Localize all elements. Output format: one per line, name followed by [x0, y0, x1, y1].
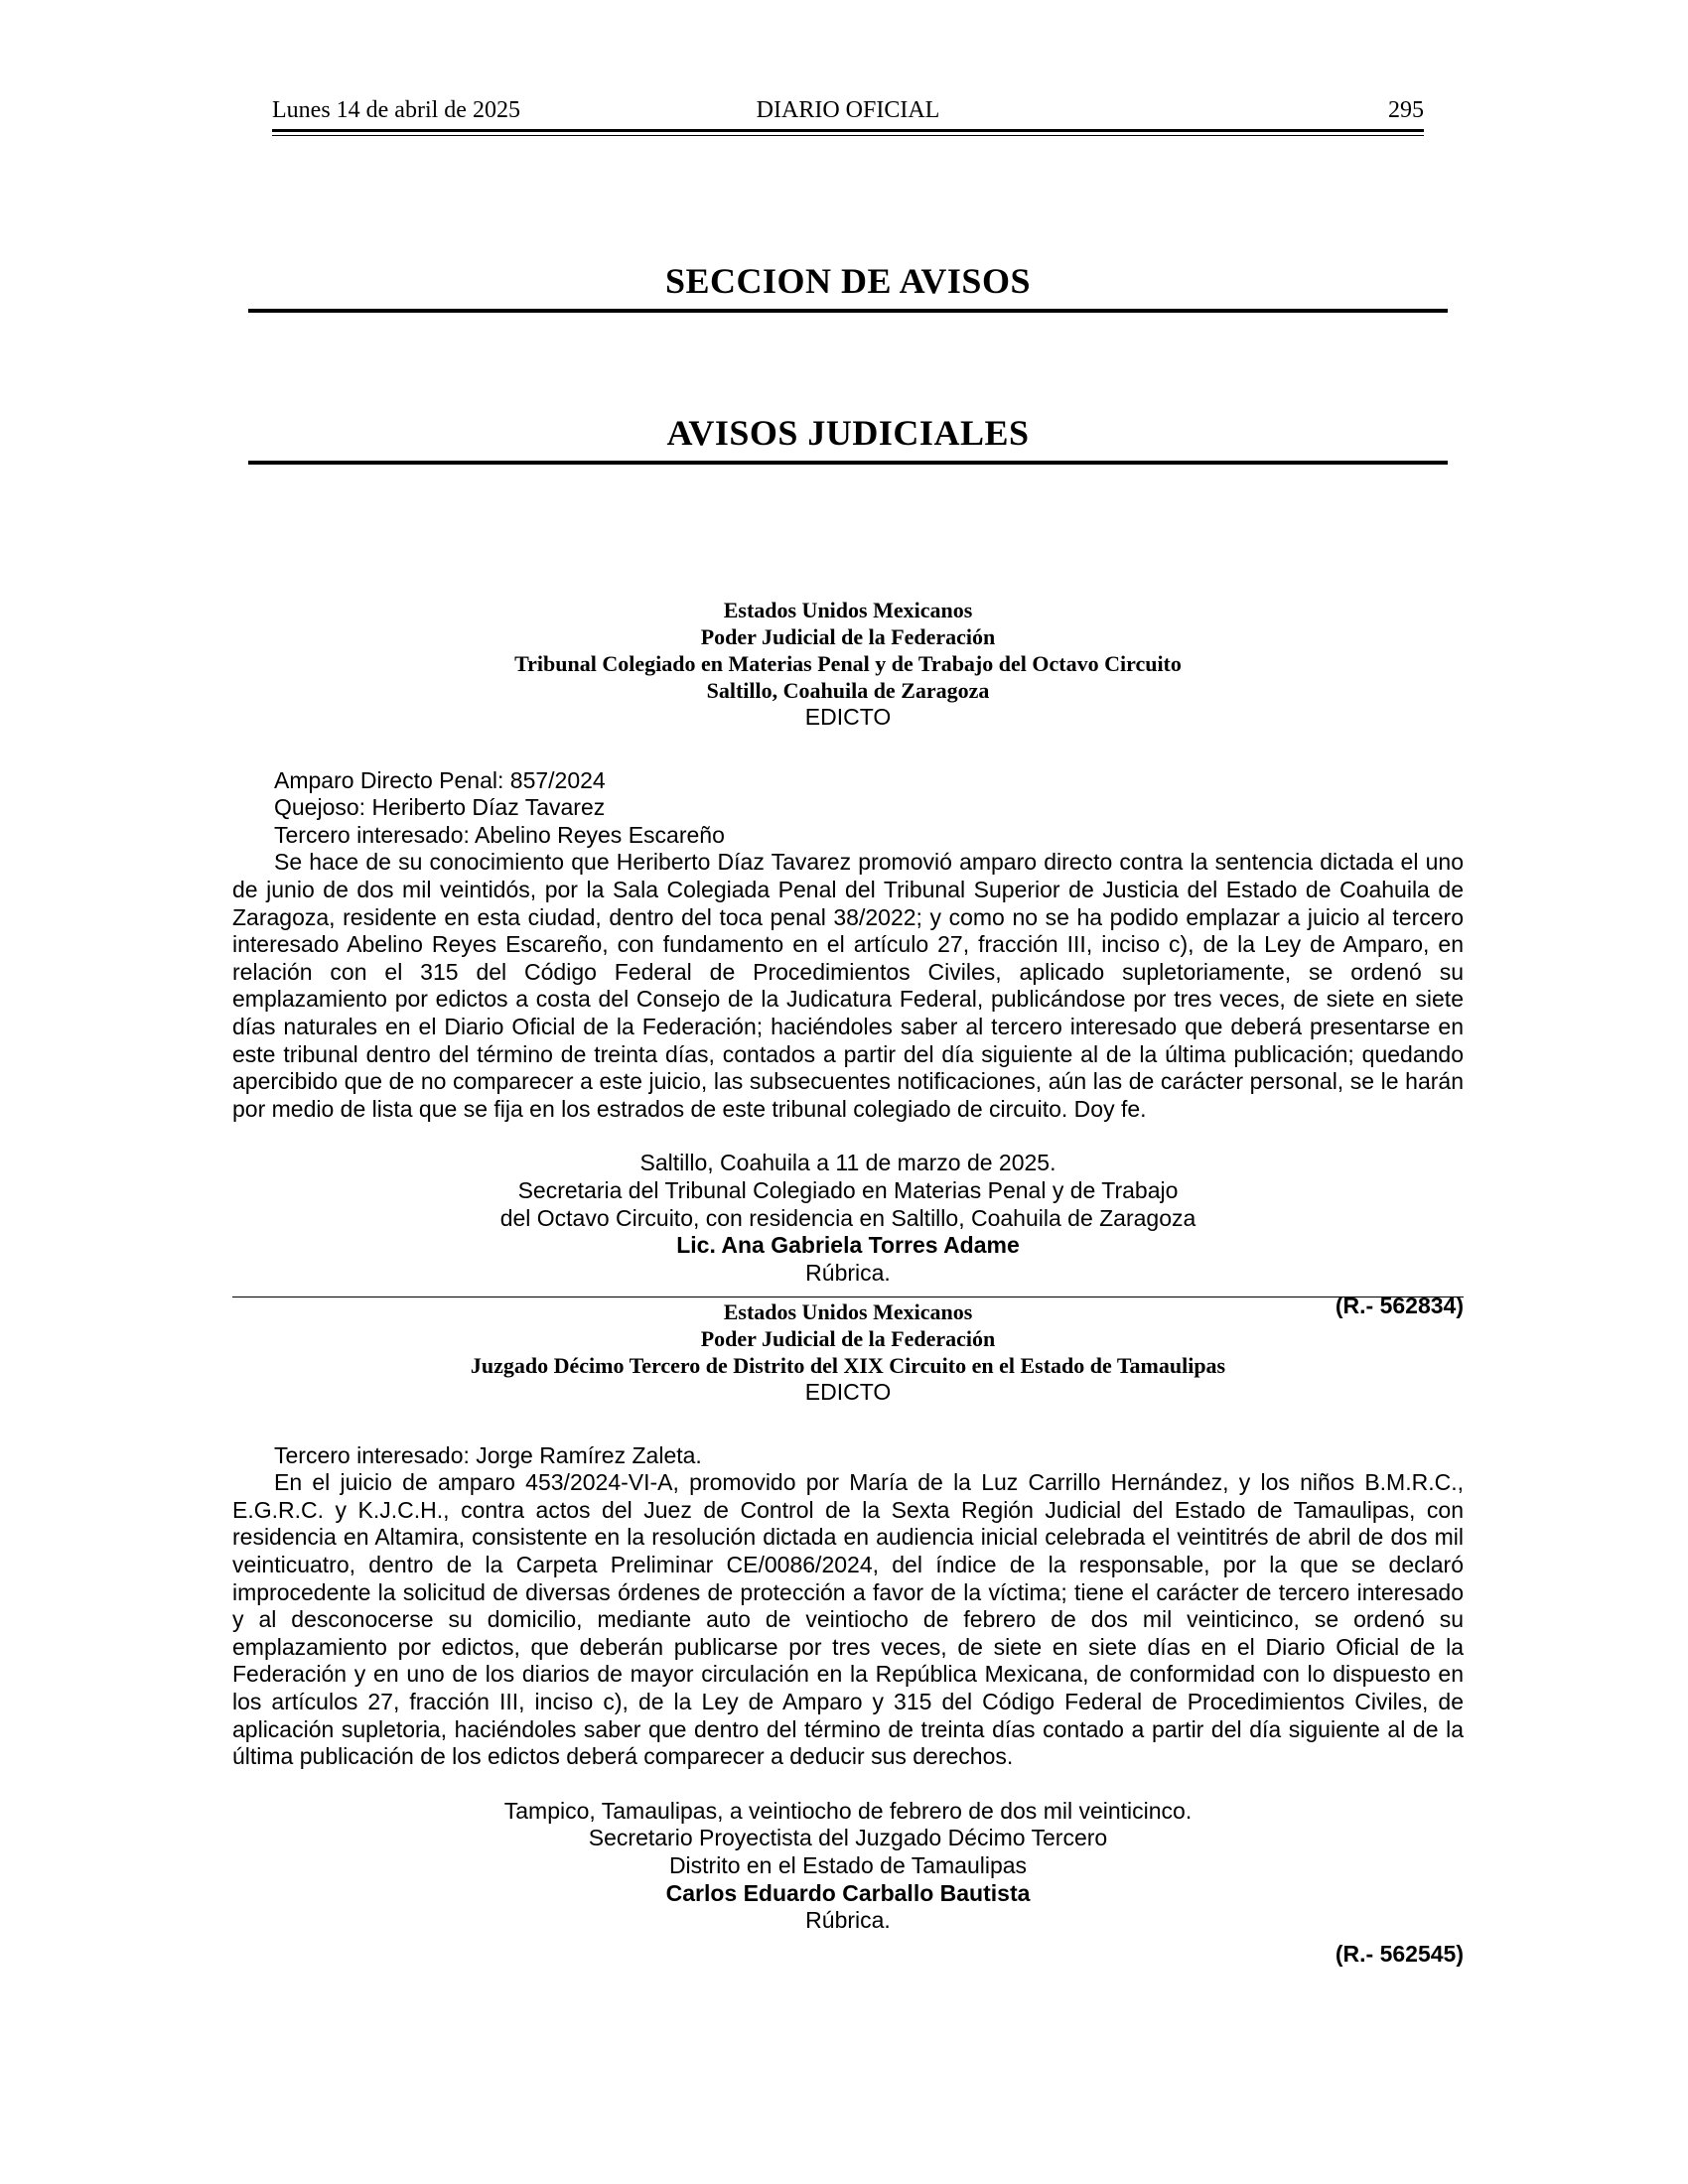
edict-label: EDICTO — [804, 1379, 892, 1405]
notice-body — [232, 767, 1464, 1124]
rubrica: Rúbrica. — [805, 1907, 891, 1934]
section-title-rule — [248, 309, 1448, 313]
signer-name: Carlos Eduardo Carballo Bautista — [665, 1879, 1031, 1906]
notice-paragraph: Amparo Directo Penal: 857/2024 — [274, 766, 606, 793]
sign-line: Secretaria del Tribunal Colegiado en Materias Penal y de Trabajo — [517, 1176, 1179, 1203]
sign-line: Tampico, Tamaulipas, a veintiocho de febrero de dos mil veinticinco. — [503, 1797, 1193, 1824]
court-line: Saltillo, Coahuila de Zaragoza — [706, 678, 990, 703]
court-line: Estados Unidos Mexicanos — [723, 598, 973, 622]
subsection-title-rule — [248, 461, 1448, 465]
sign-line: Secretario Proyectista del Juzgado Décimo Tercero — [588, 1825, 1108, 1851]
notice-body — [232, 1442, 1464, 1771]
court-line: Tribunal Colegiado en Materias Penal y de Trabajo del Octavo Circuito — [514, 651, 1182, 676]
sign-line: Distrito en el Estado de Tamaulipas — [668, 1851, 1028, 1878]
header-page-number: 295 — [1388, 97, 1424, 123]
sign-line: del Octavo Circuito, con residencia en Saltillo, Coahuila de Zaragoza — [499, 1204, 1196, 1231]
running-header — [272, 97, 1424, 127]
court-heading — [232, 1298, 1464, 1379]
header-publication: DIARIO OFICIAL — [756, 97, 940, 123]
judicial-notice — [232, 597, 1464, 1320]
subsection-title: AVISOS JUDICIALES — [666, 413, 1030, 453]
rubrica: Rúbrica. — [805, 1259, 891, 1286]
notice-paragraph: Tercero interesado: Abelino Reyes Escareño — [274, 821, 725, 848]
court-heading — [232, 597, 1464, 704]
edict-label: EDICTO — [804, 704, 892, 730]
notice-paragraph: Se hace de su conocimiento que Heriberto Díaz Tavarez promovió amparo directo contra la sentencia dictada el uno de junio de dos mil veintidós, por la Sala Colegiada Penal del Tribunal Superior de Justicia del Estado de Coahuila de Zaragoza, residente en esta ciudad, dentro del toca penal 38/2022; y como no se ha podido emplazar a juicio al tercero interesado Abelino Reyes Escareño, con fundamento en el artículo 27, fracción III, inciso c), de la Ley de Amparo, en relación con el 315 del Código Federal de Procedimientos Civiles, aplicado supletoriamente, se ordenó su emplazamiento por edictos a costa del Consejo de la Judicatura Federal, publicándose por tres veces, de siete en siete días naturales en el Diario Oficial de la Federación; haciéndoles saber al tercero interesado que deberá presentarse en este tribunal dentro del término de treinta días, contados a partir del día siguiente al de la última publicación; quedando apercibido que de no comparecer a este juicio, las subsecuentes notificaciones, aún las de carácter personal, se le harán por medio de lista que se fija en los estrados de este tribunal colegiado de circuito. Doy fe. — [232, 849, 1464, 1122]
header-date: Lunes 14 de abril de 2025 — [272, 97, 520, 123]
court-line: Juzgado Décimo Tercero de Distrito del XIX Circuito en el Estado de Tamaulipas — [470, 1353, 1226, 1378]
signature-block — [232, 1798, 1464, 1935]
notice-paragraph: Tercero interesado: Jorge Ramírez Zaleta. — [274, 1441, 702, 1468]
reference-number: (R.- 562545) — [1335, 1940, 1464, 1967]
court-line: Estados Unidos Mexicanos — [723, 1299, 973, 1324]
court-line: Poder Judicial de la Federación — [700, 624, 996, 649]
header-rule-thin — [272, 135, 1424, 136]
notice-paragraph: Quejoso: Heriberto Díaz Tavarez — [274, 794, 606, 821]
notice-paragraph: En el juicio de amparo 453/2024-VI-A, promovido por María de la Luz Carrillo Hernández, y los niños B.M.R.C., E.G.R.C. y K.J.C.H., contra actos del Juez de Control de la Sexta Región Judicial del Estado de Tamaulipas, con residencia en Altamira, consistente en la resolución dictada en audiencia inicial celebrada el veintitrés de abril de dos mil veinticuatro, dentro de la Carpeta Preliminar CE/0086/2024, del índice de la responsable, por la que se declaró improcedente la solicitud de diversas órdenes de protección a favor de la víctima; tiene el carácter de tercero interesado y al desconocerse su domicilio, mediante auto de veintiocho de febrero de dos mil veinticinco, se ordenó su emplazamiento por edictos, que deberán publicarse por tres veces, de siete en siete días en el Diario Oficial de la Federación y en uno de los diarios de mayor circulación en la República Mexicana, de conformidad con lo dispuesto en los artículos 27, fracción III, inciso c), de la Ley de Amparo y 315 del Código Federal de Procedimientos Civiles, de aplicación supletoria, haciéndoles saber que dentro del término de treinta días contado a partir del día siguiente al de la última publicación de los edictos deberá comparecer a deducir sus derechos. — [232, 1469, 1464, 1770]
section-title: SECCION DE AVISOS — [665, 261, 1031, 301]
sign-line: Saltillo, Coahuila a 11 de marzo de 2025. — [639, 1150, 1056, 1176]
judicial-notice — [232, 1298, 1464, 1968]
signer-name: Lic. Ana Gabriela Torres Adame — [676, 1232, 1020, 1259]
signature-block — [232, 1150, 1464, 1287]
court-line: Poder Judicial de la Federación — [700, 1326, 996, 1351]
header-rule-thick — [272, 129, 1424, 132]
reference-number: (R.- 562834) — [1335, 1293, 1464, 1319]
